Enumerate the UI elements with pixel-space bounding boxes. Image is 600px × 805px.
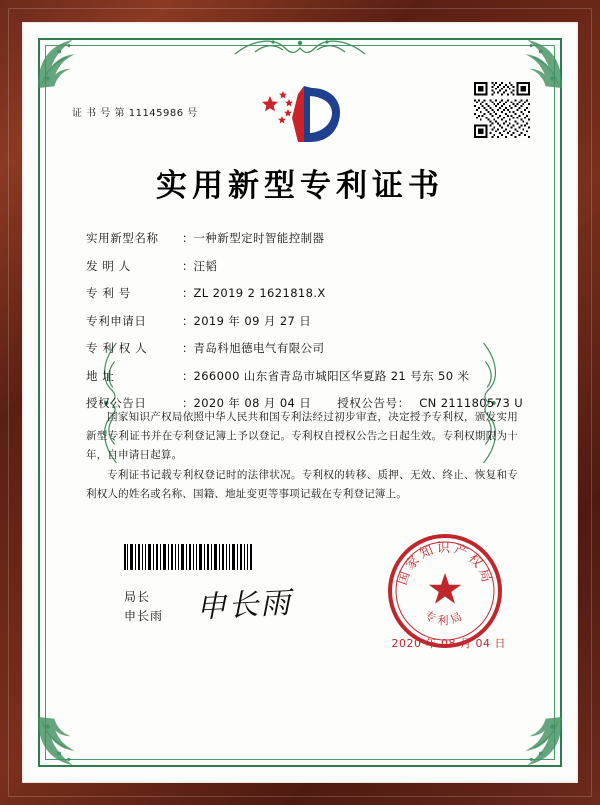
field-value: ZL 2019 2 1621818.X [193,286,326,300]
barcode-icon [124,544,252,570]
field-label: 实用新型名称 [86,231,159,245]
field-value: 266000 山东省青岛市城阳区华夏路 21 号东 50 米 [193,368,470,383]
field-colon: ： [182,286,194,300]
field-colon: ： [182,341,194,355]
field-value-grant-number: CN 211180573 U [419,396,524,410]
field-value: 2020 年 08 月 04 日 [193,396,312,410]
svg-text:国家知识产权局: 国家知识产权局 [395,541,495,588]
certificate-number: 证 书 号 第 11145986 号 [72,108,198,119]
cnipa-logo-icon [252,82,348,148]
qr-code-icon [474,82,530,138]
field-list [86,230,526,423]
field-value: 汪韬 [193,258,218,273]
field-colon: ： [182,368,194,383]
field-colon: ： [397,396,410,410]
field-value: 2019 年 09 月 27 日 [193,313,312,328]
handwritten-signature: 申长雨 [195,585,294,626]
field-colon: ： [182,231,194,245]
field-label: 发 明 人 [86,258,131,273]
field-row [86,258,526,274]
field-row [86,230,526,246]
certificate-content [72,82,528,722]
field-row [86,340,526,356]
field-label-grant-number: 授权公告号 [337,396,398,410]
field-row [86,313,526,329]
field-label: 专 利 号 [86,286,131,300]
signature-block [124,588,163,626]
svg-text:专利局: 专利局 [422,608,468,627]
field-colon: ： [182,258,194,273]
field-label: 地 址 [86,368,115,383]
page-title: 实用新型专利证书 [156,168,444,204]
edge-ornament-icon [225,34,375,60]
seal-date: 2020 年 08 月 04 日 [391,637,506,650]
field-label: 专 利 权 人 [86,341,148,355]
field-colon: ： [182,313,194,328]
certificate-paper [22,22,578,783]
director-role-label: 局长 [124,590,151,604]
field-value: 青岛科旭德电气有限公司 [193,341,325,355]
field-colon: ： [182,396,194,410]
field-value: 一种新型定时智能控制器 [193,231,325,245]
director-name-label: 申长雨 [124,609,164,623]
field-label: 专利申请日 [86,313,147,328]
field-row [86,285,526,301]
official-seal [386,532,504,650]
legal-paragraph-1: 国家知识产权局依照中华人民共和国专利法经过初步审查，决定授予专利权，颁发实用新型专利证书并在专利登记簿上予以登记。专利权自授权公告之日起生效。专利权期限为十年，自申请日起算。 [86,411,518,461]
legal-paragraph-2: 专利证书记载专利权登记时的法律状况。专利权的转移、质押、无效、终止、恢复和专利权人的姓名或名称、国籍、地址变更等事项记载在专利登记簿上。 [86,469,518,500]
field-row [86,368,526,384]
field-label: 授权公告日 [86,396,147,410]
